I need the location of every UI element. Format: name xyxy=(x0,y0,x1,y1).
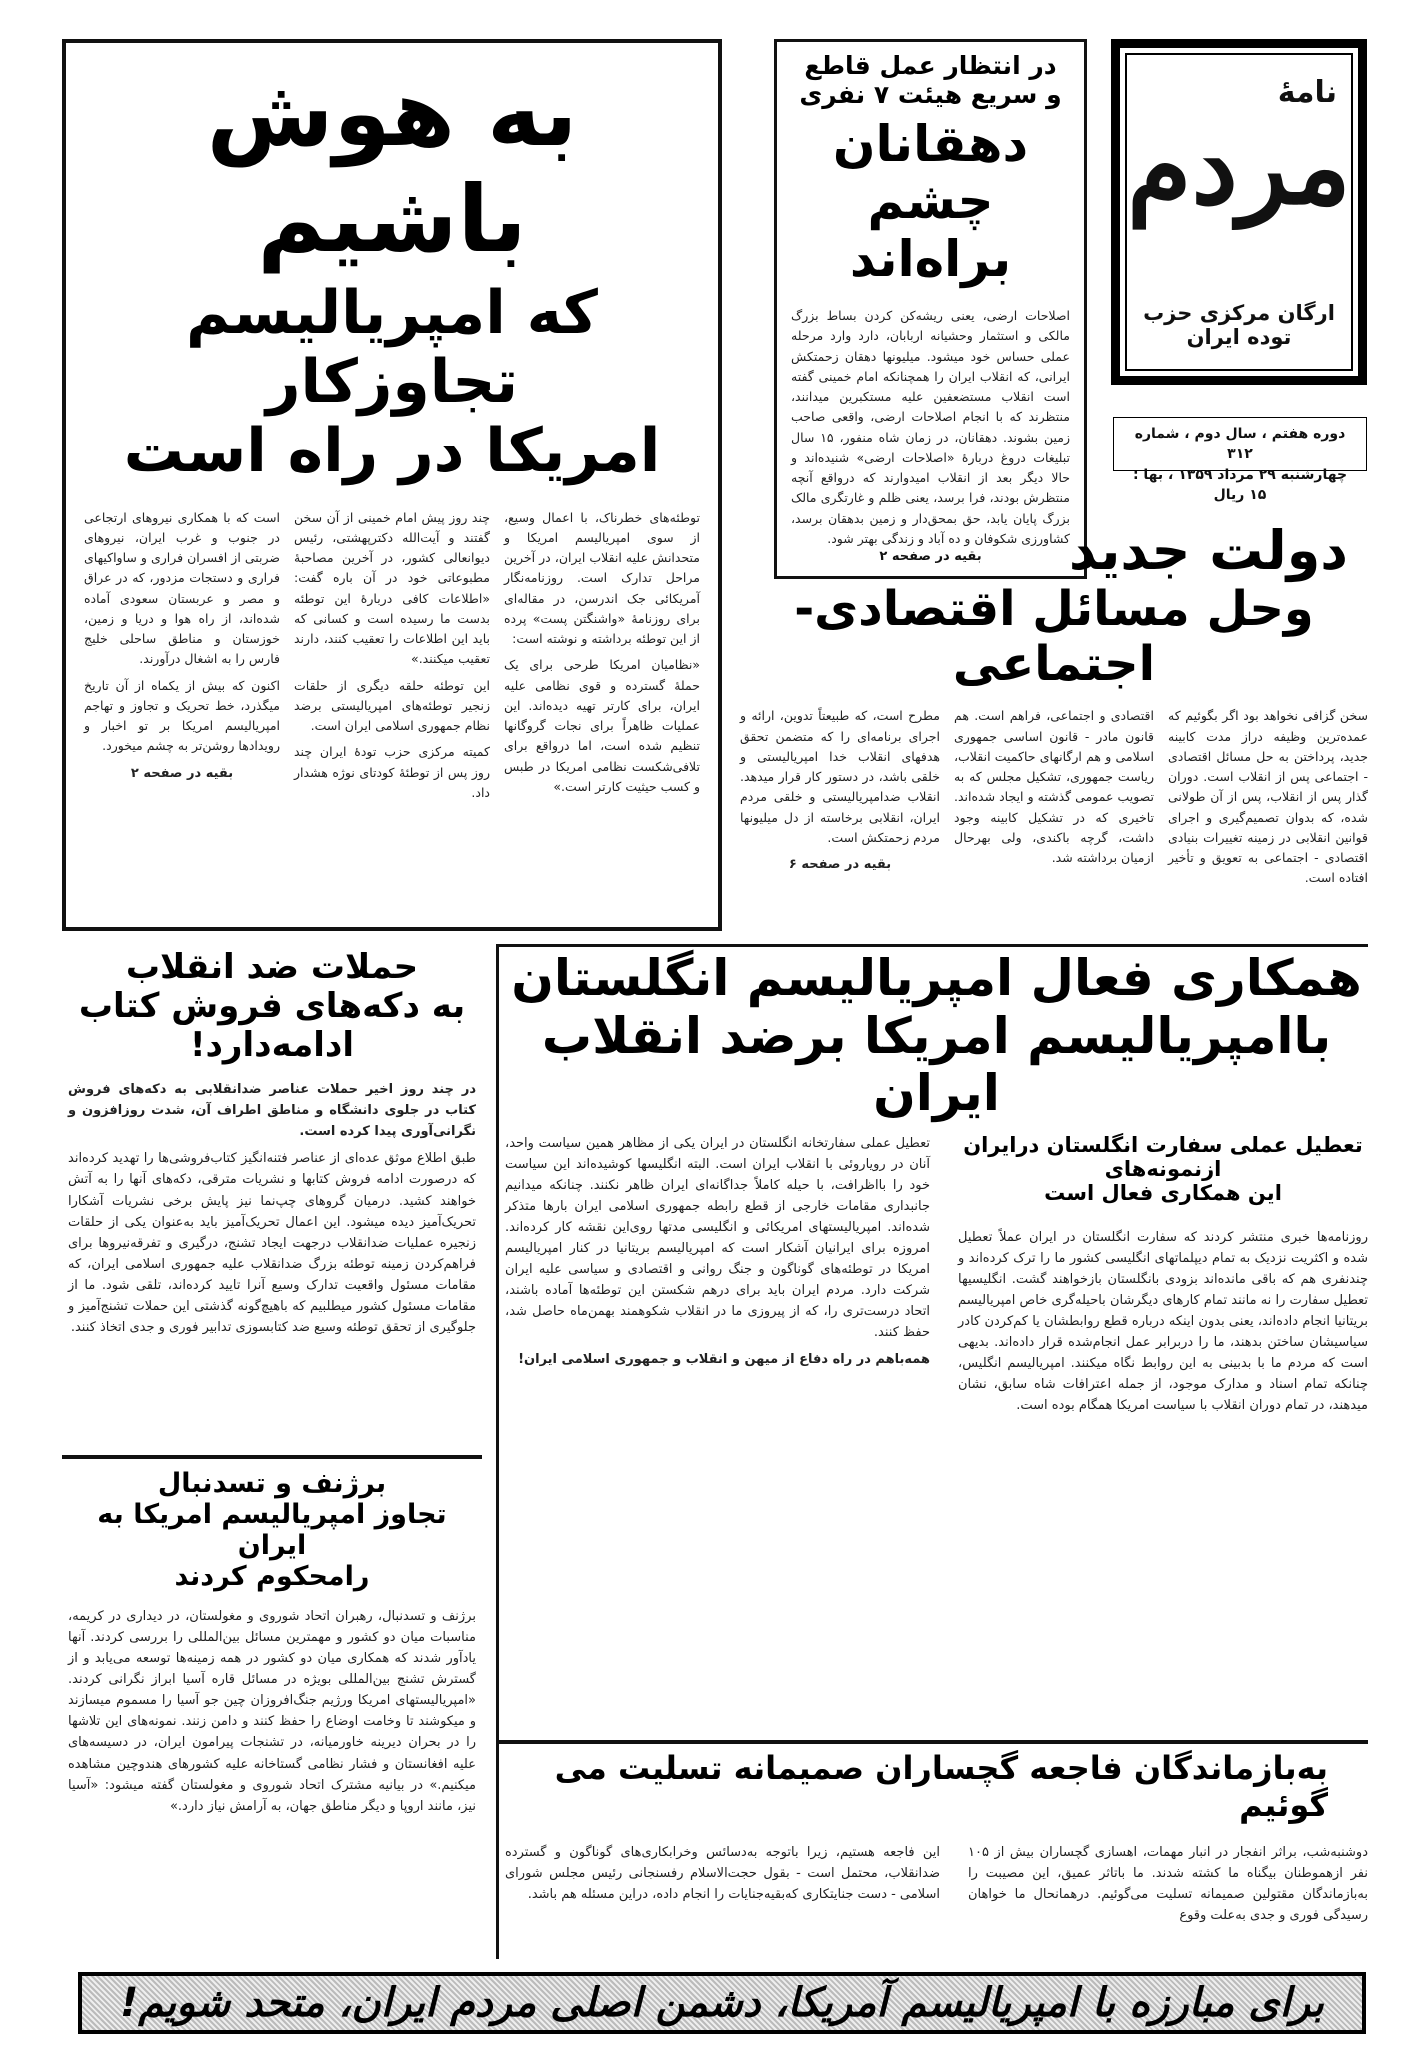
peasants-headline-1: دهقانان xyxy=(832,114,1029,173)
brezhnev-story xyxy=(62,1468,482,1958)
date-line: چهارشنبه ۲۹ مرداد ۱۳۵۹ ، بها : ۱۵ ریال xyxy=(1132,466,1348,503)
government-body xyxy=(740,706,1368,894)
brezhnev-body: برژنف و تسدنبال، رهبران اتحاد شوروی و مغولستان، در دیداری در کریمه، مناسبات میان دو کشور و مهمترین مسائل بین‌المللی را بررسی کردند. آنها یادآور شدند که همکاری میان دو کشور در همه زمینه‌ها توسعه می‌یابد و از گسترش تشنج بین‌المللی بویژه در مسائل قاره آسیا ابراز نگرانی کردند. «امپریالیستهای امریکا ورژیم جنگ‌افروزان چین جو آسیا را مسموم میسازند و میکوشند تا وخامت اوضاع را حفظ کنند و دامن زنند. نمونه‌های این تلاشها را در بحران دیرینه خاورمیانه، در تشنجات پیرامون ایران، در دسیسه‌های علیه افغانستان و فشار نظامی گستاخانه علیه کشورهای هندوچین مشاهده میکنیم.» در بیانیه مشترک اتحاد شوروی و مغولستان گفته میشود: «آسیا نیز، مانند اروپا و دیگر مناطق جهان، به آرامش نیاز دارد.» xyxy=(68,1609,476,1814)
government-story xyxy=(740,520,1368,930)
england-signoff: همه‌باهم در راه دفاع از میهن و انقلاب و جمهوری اسلامی ایران! xyxy=(518,1351,930,1367)
slogan-text: برای مبارزه با امپریالیسم آمریکا، دشمن اصلی مردم ایران، متحد شویم! xyxy=(120,1980,1324,2026)
england-right-body: روزنامه‌ها خبری منتشر کردند که سفارت انگلستان در ایران عملاً تعطیل شده و اکثریت نزدیک به تمام دیپلماتهای انگلیسی کشور ما را ترک کرده‌اند و چندنفری هم که باقی مانده‌اند بزودی بانگلستان بازخواهند گشت. انگلیسیها تعطیل سفارت را نه مانند تمام کارهای دیگرشان باحیله‌گری خاص امپریالیسم بریتانیا انجام داده‌اند، یعنی بدون اینکه درباره قطع روابطشان یا کم‌کردن کادر سیاسیشان ساختن بدهند، ما را دربرابر عمل انجام‌شده قرار داده‌اند. بدیهی است که مردم ما با بدبینی به این روابط نگاه میکنند. امپریالیسم انگلیس، چنانکه تمام اسناد و مدارک موجود، از جمله اعترافات شاه سابق، نشان میدهند، در تمام دوران انقلاب با سیاست امریکا همگام بوده است. xyxy=(958,1229,1368,1414)
continued-link[interactable]: بقیه در صفحه ۲ xyxy=(130,765,234,781)
brezhnev-headline-3: رامحکوم کردند xyxy=(174,1561,370,1593)
lead-paragraph: «نظامیان امریکا طرحی برای یک حملهٔ گسترده و قوی نظامی علیه ایران، برای کارتر تهیه دیده‌اند. این عملیات ظاهراً برای نجات گروگانها تنظیم شده است، اما درواقع برای تلافی‌شکست نظامی امریکا در طبس و کسب حیثیت کارتر است.» xyxy=(504,657,700,794)
continued-link[interactable]: بقیه در صفحه ۶ xyxy=(788,857,892,873)
peasants-kicker-2: و سریع هیئت ۷ نفری xyxy=(799,79,1062,109)
divider xyxy=(62,1455,482,1459)
bookstalls-body: طبق اطلاع موثق عده‌ای از عناصر فتنه‌انگیز کتاب‌فروشی‌ها را تهدید کرده‌اند که درصورت ادامه فروش کتابها و نشریات مترقی، دکه‌های آنها را به آتش خواهند کشید. درمیان گروهای چپ‌نما نیز پایش برخی نشریات آشکارا تحریک‌آمیز دیده میشود. این اعمال تحریک‌آمیز باید به‌عنوان یکی از حلقات زنجیره عملیات ضدانقلاب درجهت ایجاد تشنج، درگیری و تفرقه‌نیروها برای فراهم‌کردن زمینه توطئه بزرگ ضدانقلاب علیه جمهوری اسلامی ایران، که مقامات مسئول واقعیت تدارک وسیع آنرا تایید کرده‌اند، تلقی شود. ما از مقامات مسئول کشور میطلبیم که باهیچ‌گونه گذشتی این حملات تشنج‌آمیز و جلوگیری از تحقق توطئه وسیع ضد کتابسوزی تدابیر فوری و جدی اتخاذ کنند. xyxy=(68,1151,476,1335)
england-headline-2: باامپریالیسم امریکا برضد انقلاب ایران xyxy=(541,1006,1332,1122)
lead-paragraph: است که با همکاری نیروهای ارتجاعی در جنوب و غرب ایران، نیروهای ضربتی از افسران فراری و ساواکیهای فراری و دستجات مزدور، که در عراق و مصر و عربستان سعودی آماده شده‌اند، از راه هوا و دریا و زمین، خوزستان و مناطق ساحلی خلیج فارس را به اشغال درآورند. xyxy=(84,509,280,667)
england-subhead-1: تعطیل عملی سفارت انگلستان درایران ازنمونه‌های xyxy=(963,1132,1363,1181)
england-subhead-2: این همکاری فعال است xyxy=(1044,1180,1282,1205)
england-right-column xyxy=(958,1133,1368,1417)
lead-headline-3: امریکا در راه است xyxy=(123,415,661,486)
lead-paragraph: کمیته مرکزی حزب تودهٔ ایران چند روز پس از توطئهٔ کودتای نوژه هشدار داد. xyxy=(294,744,490,800)
lead-body xyxy=(84,508,700,810)
masthead-logo: مردم xyxy=(1127,105,1351,228)
peasants-kicker-1: در انتظار عمل قاطع xyxy=(804,51,1057,80)
bookstalls-headline-2: به دکه‌های فروش کتاب xyxy=(78,986,466,1027)
government-headline-2: وحل مسائل اقتصادی-اجتماعی xyxy=(794,581,1314,693)
lead-paragraph: توطئه‌های خطرناک، با اعمال وسیع، از سوی امپریالیسم امریکا و متحدانش علیه انقلاب ایران، در آخرین مراحل تدارک است. روزنامه‌نگار آمریکائی جک اندرسن، در مقاله‌ای برای روزنامهٔ «واشنگتن پست» پرده از این توطئه برداشته و نوشته است: xyxy=(504,509,700,647)
lead-paragraph: چند روز پیش امام خمینی از آن سخن گفتند و آیت‌الله دکترپهشتی، رئیس دیوانعالی کشور، در آخرین مصاحبهٔ مطبوعاتی خود در آن باره گفت: «اطلاعات کافی دربارهٔ این توطئه بدست ما رسیده است و کسانی که باید این اطلاعات را تعقیب کنند، دارند تعقیب میکنند.» xyxy=(294,509,490,667)
bookstalls-lead: در چند روز اخیر حملات عناصر ضدانقلابی به دکه‌های فروش کتاب در جلوی دانشگاه و مناطق اطراف آن، شدت روزافزون و نگرانی‌آوری پیدا کرده است. xyxy=(68,1082,476,1140)
england-left-column xyxy=(505,1133,930,1417)
condolence-right-body: دوشنبه‌شب، براثر انفجار در انبار مهمات، اهسازی گچساران بیش از ۱۰۵ نفر ازهموطنان بیگناه ما کشته شدند. ما باتاثر عمیق، این مصیبت را به‌بازماندگان مقتولین صمیمانه تسلیت می‌گوئیم. درهمانحال ما خواهان رسیدگی فوری و جدی به‌علت وقوع xyxy=(968,1844,1368,1923)
peasants-body: اصلاحات ارضی، یعنی ریشه‌کن کردن بساط بزرگ مالکی و استثمار وحشیانه اربابان، دارد وارد مرحله عملی حساس خود میشود. میلیونها دهقان زحمتکش ایرانی، که انقلاب ایران را همچنانکه امام خمینی گفته است انقلاب مستضعفین علیه مستکبرین میدانند، منتظرند که با انجام اصلاحات ارضی، واقعی صاحب زمین بشوند. دهقانان، در زمان شاه منفور، ۱۵ سال تبلیغات دروغ دربارهٔ «اصلاحات ارضی» شنیده‌اند و حالا دیگر بعد از انقلاب امیدوارند که درواقع آنچه منتظرش بودند، فرا برسد، یعنی ظلم و غارتگری مالک بزرگ پایان یابد، حق بمحق‌دار و زمین بدهقان برسد، کشاورزی شکوفان و ده آباد و زندگی بهتر شود. xyxy=(791,308,1070,546)
divider xyxy=(499,944,1368,947)
england-headline-1: همکاری فعال امپریالیسم انگلستان xyxy=(511,949,1362,1007)
issue-line: دوره هفتم ، سال دوم ، شماره ۳۱۲ xyxy=(1134,426,1346,463)
condolence-left-body: این فاجعه هستیم، زیرا باتوجه به‌دسائس وخرابکاری‌های گوناگون و گسترده ضدانقلاب، محتمل است - بقول حجت‌الاسلام رفسنجانی رئیس مجلس شورای اسلامی - دست جنایتکاری که‌بقیه‌جنایات را انجام داده، دراین مسئله هم باشد. xyxy=(505,1844,940,1902)
divider xyxy=(499,1740,1368,1744)
lead-paragraph: این توطئه حلقه دیگری از حلقات زنجیر توطئه‌های امپریالیستی برضد نظام جمهوری اسلامی ایران است. xyxy=(294,677,490,734)
masthead-subtitle: ارگان مرکزی حزب توده ایران xyxy=(1143,301,1335,349)
government-paragraph: اقتصادی و اجتماعی، فراهم است. هم قانون مادر - قانون اساسی جمهوری اسلامی و هم ارگانهای حاکمیت انقلاب، ریاست جمهوری، تشکیل مجلس که به تصویب عمومی گذشته و ایجاد شده‌اند. تاخیری که در تشکیل کابینه وجود داشت، گرچه باکندی، ولی بهرحال ازمیان برداشته شد. xyxy=(954,708,1154,866)
lead-headline-2: که امپریالیسم تجاوزکار xyxy=(186,277,598,417)
brezhnev-headline-1: برژنف و تسدنبال xyxy=(157,1468,387,1499)
lead-headline-1: به هوش باشیم xyxy=(206,60,578,273)
issue-info xyxy=(1113,417,1367,503)
peasants-headline-2: چشم براه‌اند xyxy=(849,172,1012,288)
continued-link[interactable]: بقیه در صفحه ۲ xyxy=(879,549,982,564)
bookstalls-story xyxy=(62,948,482,1448)
condolence-headline: به‌بازماندگان فاجعه گچساران صمیمانه تسلیت می گوئیم xyxy=(554,1749,1328,1824)
masthead-title-small: نامهٔ xyxy=(1277,75,1337,110)
bookstalls-headline-1: حملات ضد انقلاب xyxy=(125,947,419,987)
peasants-story xyxy=(774,39,1087,579)
government-headline-1: دولت جدید xyxy=(1068,519,1348,582)
government-paragraph: سخن گزافی نخواهد بود اگر بگوئیم که عمده‌ترین وظیفه دراز مدت کابینه جدید، پرداختن به حل مسائل اقتصادی - اجتماعی پس از انقلاب است. دوران گذار پس از انقلاب، پس از آن طولانی شده، که بدوان تصمیم‌گیری و اجرای قوانین انقلابی در زمینه تغییرات بنیادی اقتصادی - اجتماعی به تعویق و تأخیر افتاده است. xyxy=(1168,708,1368,886)
bookstalls-headline-3: ادامه‌دارد! xyxy=(189,1025,355,1066)
lead-story xyxy=(62,39,722,931)
england-left-body: تعطیل عملی سفارتخانه انگلستان در ایران یکی از مظاهر همین سیاست واحد، آنان در رویاروئی با انقلاب ایران است. البته انگلیسها کوشیده‌اند این سیاست خود را بااظرافت، با حیله کاملاً جداگانه‌ای ایران ظاهر نکنند. چنانکه میدانیم جانبداری مقامات خارجی از قطع رابطه جمهوری اسلامی ایران بارها متذکر شده‌اند. امپریالیستهای امریکائی و انگلیسی مدتها روی‌این نقشه کار کرده‌اند. امروزه برای ایرانیان آشکار است که امپریالیسم بریتانیا در کنار امپریالیسم امریکا در توطئه‌های گوناگون و جنگ روانی و اقتصادی و سیاسی علیه ایران شرکت دارد. مردم ایران باید برای درهم شکستن این توطئه‌ها آماده باشند، اتحاد درست‌تری را، که از پیروزی ما در انقلاب شکوهمند بهمن‌ماه حاصل شد، حفظ کنند. xyxy=(505,1135,930,1340)
masthead xyxy=(1111,39,1367,385)
lead-paragraph: اکنون که بیش از یکماه از آن تاریخ میگذرد، خط تحریک و تجاوز و تهاجم امپریالیسم امریکا بر تو اخبار و رویدادها روشن‌تر به چشم میخورد. xyxy=(84,677,280,754)
slogan-banner xyxy=(78,1972,1366,2034)
condolence-story xyxy=(505,1750,1368,1955)
england-story xyxy=(505,950,1368,1735)
government-paragraph: مطرح است، که طبیعتاً تدوین، ارائه و اجرای برنامه‌ای را که متضمن تحقق هدفهای انقلاب خدا امپریالیستی و خلقی باشد، در دستور کار قرار میدهد. انقلاب ضدامپریالیستی و خلقی مردم ایران، انقلابی برخاسته از دل میلیونها مردم زحمتکش است. xyxy=(740,708,940,845)
column-rule xyxy=(496,944,499,1959)
brezhnev-headline-2: تجاوز امپریالیسم امریکا به ایران xyxy=(97,1499,447,1562)
